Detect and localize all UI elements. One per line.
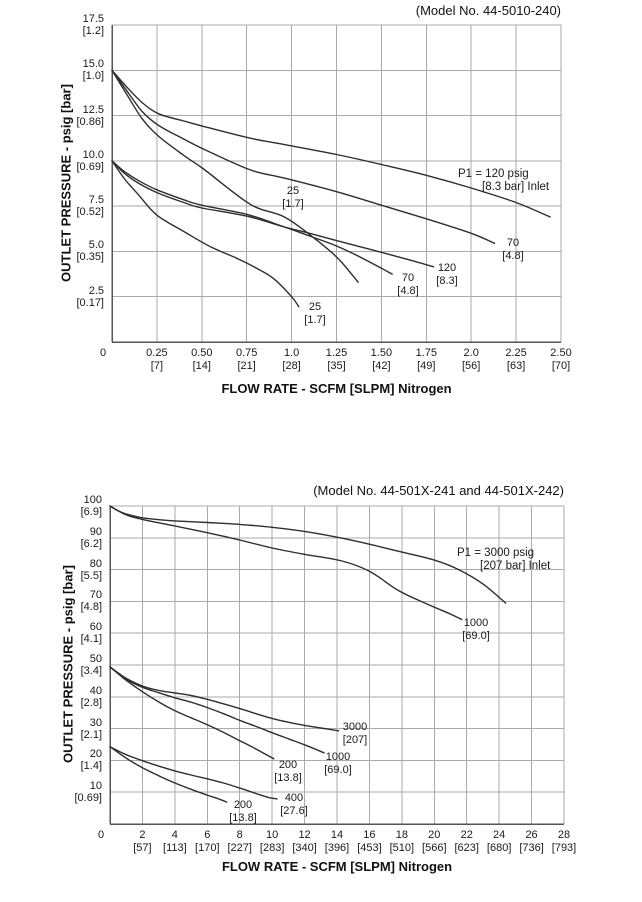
- y-tick-17.5-chart0: 17.5 [1.2]: [82, 13, 104, 37]
- curve-label-120-chart0: 120 [8.3]: [436, 262, 458, 287]
- curve-label-200-chart1: 200 [13.8]: [274, 759, 302, 784]
- curve-label-1000-chart1: 1000 [69.0]: [462, 617, 490, 642]
- y-tick-10-chart1: 10 [0.69]: [74, 780, 102, 805]
- x-tick-26-chart1: 26 [736]: [519, 829, 544, 854]
- y-tick-50-chart1: 50 [3.4]: [80, 653, 102, 677]
- y-tick-70-chart1: 70 [4.8]: [80, 589, 102, 614]
- inlet-annotation-line1-chart1: P1 = 3000 psig: [457, 547, 535, 559]
- x-tick-14-chart1: 14 [396]: [324, 829, 350, 854]
- x-tick-1.0-chart0: 1.0 [28]: [282, 347, 301, 372]
- inlet-annotation-line2-chart0: [8.3 bar] Inlet: [482, 181, 550, 193]
- x-tick-6-chart1: 6 [170]: [195, 829, 220, 854]
- x-axis-title-top: FLOW RATE - SCFM [SLPM] Nitrogen: [221, 381, 452, 396]
- y-tick-15.0-chart0: 15.0 [1.0]: [82, 58, 104, 83]
- y-tick-40-chart1: 40 [2.8]: [80, 684, 102, 709]
- x-tick-0.25-chart0: 0.25 [7]: [146, 347, 168, 372]
- x-tick-28-chart1: 28 [793]: [551, 829, 577, 854]
- y-tick-12.5-chart0: 12.5 [0.86]: [76, 103, 104, 128]
- y-tick-7.5-chart0: 7.5 [0.52]: [76, 194, 104, 219]
- y-tick-5.0-chart0: 5.0 [0.35]: [76, 239, 104, 264]
- curve-label-25-chart0: 25 [1.7]: [282, 185, 304, 210]
- chart-title-top: (Model No. 44-5010-240): [415, 3, 561, 18]
- y-tick-30-chart1: 30 [2.1]: [80, 716, 102, 741]
- inlet-annotation-line1-chart0: P1 = 120 psig: [458, 168, 529, 180]
- y-tick-60-chart1: 60 [4.1]: [80, 621, 102, 646]
- x-tick-4-chart1: 4 [113]: [163, 829, 187, 854]
- y-tick-20-chart1: 20 [1.4]: [80, 748, 102, 773]
- x-tick-0.75-chart0: 0.75 [21]: [235, 347, 258, 372]
- x-tick-1.75-chart0: 1.75 [49]: [415, 347, 437, 372]
- x-tick-2.25-chart0: 2.25 [63]: [505, 347, 527, 372]
- x-tick-10-chart1: 10 [283]: [259, 829, 285, 854]
- chart-title-bottom: (Model No. 44-501X-241 and 44-501X-242): [313, 483, 564, 498]
- x-tick-12-chart1: 12 [340]: [292, 829, 317, 854]
- x-tick-0-chart0: 0: [99, 347, 107, 359]
- y-tick-100-chart1: 100 [6.9]: [80, 494, 102, 518]
- curve-label-1000-chart1: 1000 [69.0]: [324, 751, 352, 776]
- x-tick-24-chart1: 24 [680]: [486, 829, 512, 854]
- x-tick-2.0-chart0: 2.0 [56]: [462, 347, 481, 372]
- x-tick-0.50-chart0: 0.50 [14]: [191, 347, 213, 372]
- curve-label-25-chart0: 25 [1.7]: [304, 301, 326, 326]
- x-tick-2-chart1: 2 [57]: [133, 829, 152, 854]
- x-tick-1.25-chart0: 1.25 [35]: [325, 347, 348, 372]
- x-tick-1.50-chart0: 1.50 [42]: [370, 347, 393, 372]
- y-tick-10.0-chart0: 10.0 [0.69]: [76, 148, 104, 173]
- x-tick-8-chart1: 8 [227]: [227, 829, 252, 854]
- curve-label-400-chart1: 400 [27.6]: [280, 792, 308, 817]
- x-axis-title-bottom: FLOW RATE - SCFM [SLPM] Nitrogen: [221, 859, 453, 874]
- x-tick-16-chart1: 16 [453]: [357, 829, 382, 854]
- y-axis-title-top: OUTLET PRESSURE - psig [bar]: [58, 84, 74, 282]
- y-tick-90-chart1: 90 [6.2]: [80, 525, 102, 550]
- curve-label-70-chart0: 70 [4.8]: [397, 272, 419, 297]
- x-tick-2.50-chart0: 2.50 [70]: [550, 347, 572, 372]
- x-tick-0-chart1: 0: [97, 829, 105, 841]
- curve-label-70-chart0: 70 [4.8]: [502, 237, 524, 262]
- inlet-annotation-line2-chart1: [207 bar] Inlet: [480, 560, 551, 572]
- y-tick-80-chart1: 80 [5.5]: [80, 557, 102, 582]
- x-tick-22-chart1: 22 [623]: [454, 829, 479, 854]
- x-tick-20-chart1: 20 [566]: [422, 829, 447, 854]
- y-axis-title-bottom: OUTLET PRESSURE - psig [bar]: [60, 565, 76, 763]
- x-tick-18-chart1: 18 [510]: [389, 829, 415, 854]
- curve-label-200-chart1: 200 [13.8]: [229, 799, 257, 824]
- curve-label-3000-chart1: 3000 [207]: [342, 721, 368, 746]
- y-tick-2.5-chart0: 2.5 [0.17]: [76, 284, 104, 309]
